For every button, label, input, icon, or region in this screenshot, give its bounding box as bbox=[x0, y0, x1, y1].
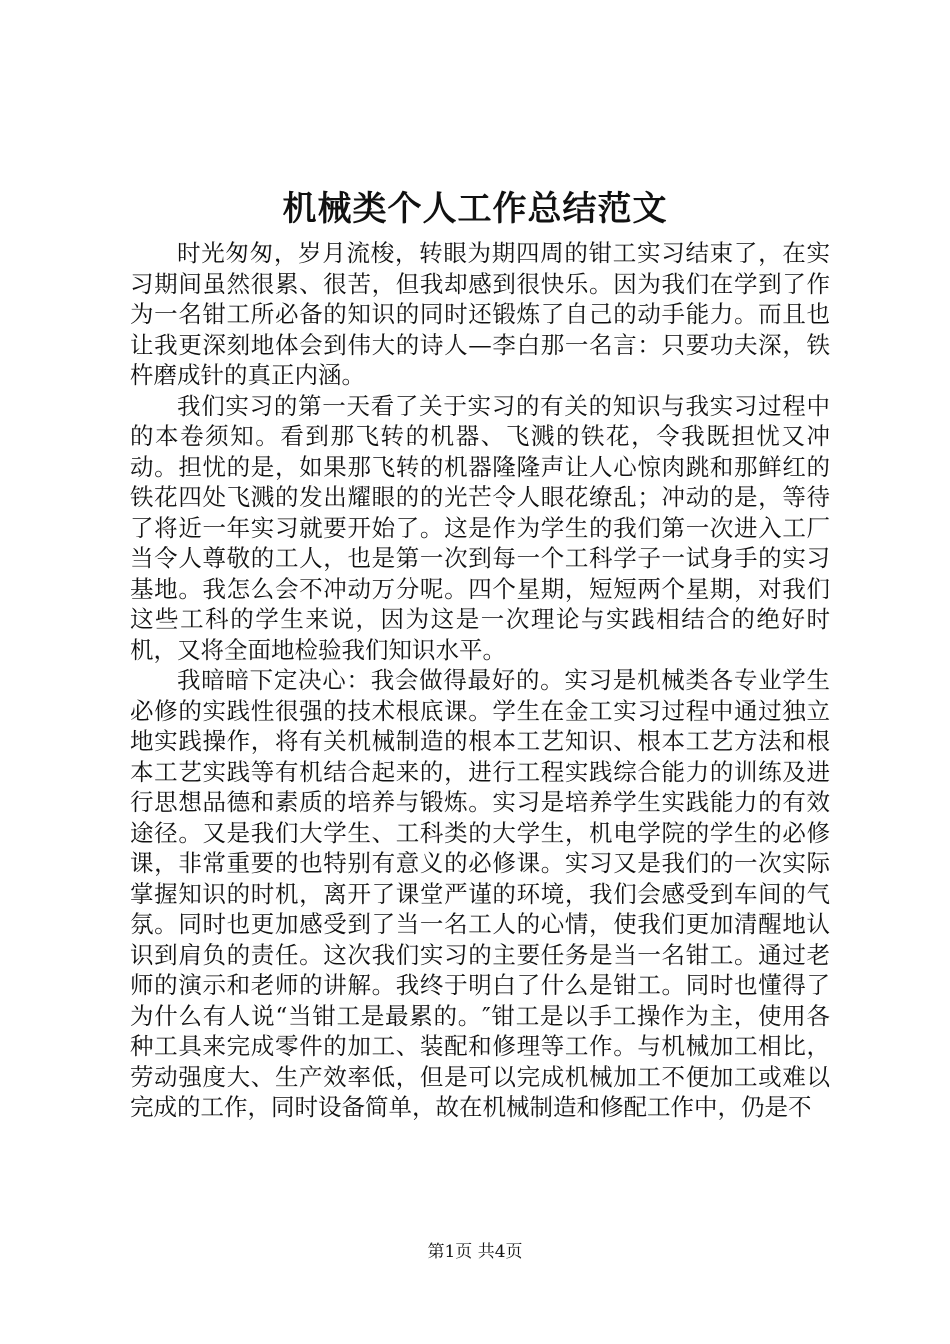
paragraph: 我们实习的第一天看了关于实习的有关的知识与我实习过程中的本卷须知。看到那飞转的机器、飞溅的铁花，令我既担忧又冲动。担忧的是，如果那飞转的机器隆隆声让人心惊肉跳和那鲜红的铁花四处飞溅的发出耀眼的的光芒令人眼花缭乱；冲动的是，等待了将近一年实习就要开始了。这是作为学生的我们第一次进入工厂当令人尊敬的工人，也是第一次到每一个工科学子一试身手的实习基地。我怎么会不冲动万分呢。四个星期，短短两个星期，对我们这些工科的学生来说，因为这是一次理论与实践相结合的绝好时机，又将全面地检验我们知识水平。 bbox=[130, 391, 830, 664]
paragraph: 我暗暗下定决心：我会做得最好的。实习是机械类各专业学生必修的实践性很强的技术根底课。学生在金工实习过程中通过独立地实践操作，将有关机械制造的根本工艺知识、根本工艺方法和根本工艺实践等有机结合起来的，进行工程实践综合能力的训练及进行思想品德和素质的培养与锻炼。实习是培养学生实践能力的有效途径。又是我们大学生、工科类的大学生，机电学院的学生的必修课，非常重要的也特别有意义的必修课。实习又是我们的一次实际掌握知识的时机，离开了课堂严谨的环境，我们会感受到车间的气氛。同时也更加感受到了当一名工人的心情，使我们更加清醒地认识到肩负的责任。这次我们实习的主要任务是当一名钳工。通过老师的演示和老师的讲解。我终于明白了什么是钳工。同时也懂得了为什么有人说“当钳工是最累的。″钳工是以手工操作为主，使用各种工具来完成零件的加工、装配和修理等工作。与机械加工相比，劳动强度大、生产效率低，但是可以完成机械加工不便加工或难以完成的工作，同时设备简单，故在机械制造和修配工作中，仍是不 bbox=[130, 666, 830, 1121]
paragraph: 时光匆匆，岁月流梭，转眼为期四周的钳工实习结束了，在实习期间虽然很累、很苦，但我却感到很快乐。因为我们在学到了作为一名钳工所必备的知识的同时还锻炼了自己的动手能力。而且也让我更深刻地体会到伟大的诗人—李白那一名言：只要功夫深，铁杵磨成针的真正内涵。 bbox=[130, 239, 830, 389]
page-number-footer: 第1页 共4页 bbox=[427, 1242, 523, 1262]
document-body bbox=[130, 238, 830, 1123]
document-title: 机械类个人工作总结范文 bbox=[282, 189, 668, 229]
